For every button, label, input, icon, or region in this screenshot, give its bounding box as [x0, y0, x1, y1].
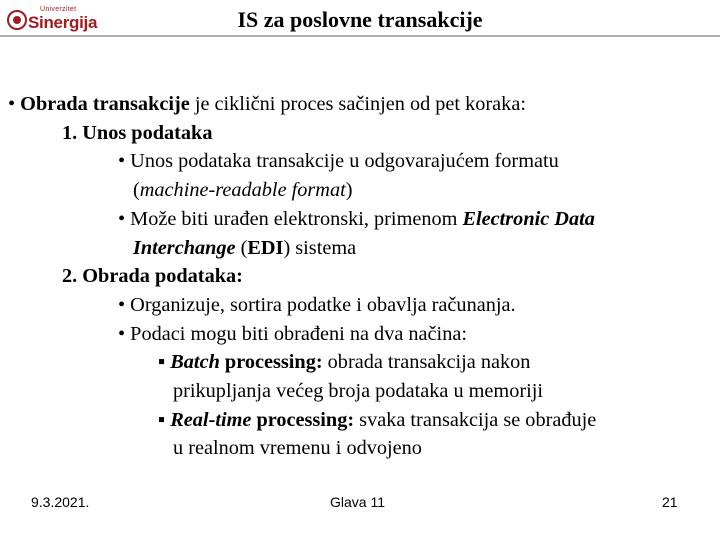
step1-bullet2-line2 [133, 234, 356, 263]
title-divider [0, 35, 720, 37]
step1-heading: 1. Unos podataka [62, 121, 213, 144]
footer-page-number: 21 [662, 494, 678, 510]
logo-small-text: Univerzitet [40, 6, 77, 13]
step2-bullet1 [118, 291, 516, 320]
sub-bullet-batch-line1 [158, 348, 530, 377]
footer-chapter: Glava 11 [330, 494, 385, 510]
bullet-intro [8, 90, 526, 119]
realtime-processing-label: processing: [251, 408, 355, 431]
step2-bullet2-text: Podaci mogu biti obrađeni na dva načina: [130, 322, 467, 345]
paren-open: ( [133, 179, 140, 202]
bullet-dot: • [118, 293, 131, 316]
bullet-dot: • [118, 322, 131, 345]
bullet-dot: • [8, 93, 21, 115]
step1-bullet1-line2 [133, 176, 353, 205]
bullet-dot: • [118, 207, 131, 230]
intro-text: je ciklični proces sačinjen od pet koraka: [189, 93, 526, 115]
step2-heading: 2. Obrada podataka: [62, 265, 243, 288]
batch-term: Batch [170, 351, 220, 374]
step2-bullet1-text: Organizuje, sortira podatke i obavlja računanja. [130, 293, 516, 316]
square-bullet-icon: ▪ [158, 408, 171, 431]
page-title: IS za poslovne transakcije [237, 7, 483, 32]
square-bullet-icon: ▪ [158, 351, 171, 374]
step1-bullet1-line1 [118, 147, 559, 176]
edi-abbrev: EDI [247, 236, 284, 259]
edi-end: ) sistema [283, 236, 357, 259]
sub-bullet-realtime-line1 [158, 406, 596, 435]
edi-term-part1: Electronic Data [462, 207, 595, 230]
step1-bullet2-text: Može biti urađen elektronski, primenom [130, 207, 463, 230]
realtime-term: Real-time [170, 408, 252, 431]
footer-date: 9.3.2021. [31, 494, 90, 510]
realtime-desc: svaka transakcija se obrađuje [354, 408, 597, 431]
edi-mid: ( [235, 236, 248, 259]
step1-bullet2-line1 [118, 205, 595, 234]
sub-bullet-batch-line2: prikupljanja većeg broja podataka u memoriji [173, 380, 544, 402]
step1-bullet1-text: Unos podataka transakcije u odgovarajućem formatu [130, 150, 559, 173]
batch-processing-label: processing: [219, 351, 323, 374]
sub-bullet-realtime-line2: u realnom vremenu i odvojeno [173, 437, 422, 460]
paren-close: ) [345, 179, 353, 202]
edi-term-part2: Interchange [133, 236, 236, 259]
intro-bold: Obrada transakcije [20, 93, 190, 115]
batch-desc: obrada transakcija nakon [322, 351, 531, 374]
step2-bullet2 [118, 320, 467, 349]
logo-name: Sinergija [28, 13, 98, 32]
bullet-dot: • [118, 150, 131, 173]
format-italic: machine-readable format [139, 179, 346, 202]
